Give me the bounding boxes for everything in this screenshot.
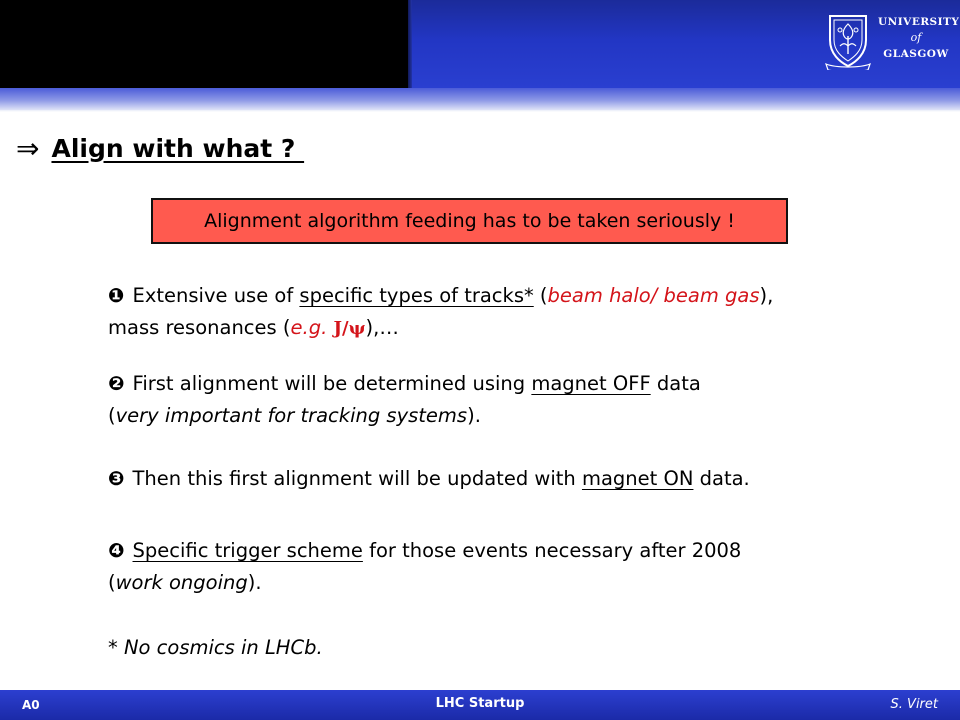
slide-title-text: Align with what ?: [51, 133, 305, 163]
item-2-text-b: data: [650, 372, 701, 395]
footer-author: S. Viret: [890, 697, 938, 712]
bullet-item-4-line-2: [108, 567, 741, 599]
bullet-item-3-line-1: [108, 463, 750, 495]
implies-arrow-icon: ⇒: [16, 131, 40, 165]
slide-title: [16, 128, 304, 168]
footer-slide-id: A0: [22, 698, 40, 712]
university-logo: [822, 10, 960, 74]
item-1-eg-text: e.g.: [290, 316, 334, 339]
item-1-text-b: (: [533, 284, 548, 307]
item-1-text-c: ),: [759, 284, 774, 307]
bullet-item-1: [108, 280, 773, 345]
item-1-text-e: ),…: [365, 316, 399, 339]
item-4-underlined: Specific trigger scheme: [132, 539, 363, 562]
header-panel-edge: [408, 0, 412, 88]
bullet-item-2: [108, 368, 701, 432]
item-1-text-d: mass resonances (: [108, 316, 291, 339]
item-2-text-d: ).: [467, 404, 481, 427]
header-gradient-band: [0, 88, 960, 110]
item-1-underlined: specific types of tracks*: [299, 284, 534, 307]
item-2-underlined: magnet OFF: [531, 372, 651, 395]
item-1-jpsi-text: J/ψ: [333, 318, 366, 339]
item-1-red-text: beam halo/ beam gas: [547, 284, 760, 307]
bullet-item-1-line-2: [108, 312, 773, 345]
item-2-text-c: (: [108, 404, 116, 427]
item-4-text-b: (: [108, 571, 116, 594]
header-black-panel: [0, 0, 408, 88]
item-3-text-b: data.: [693, 467, 750, 490]
university-wordmark: [878, 14, 960, 62]
callout-box: [151, 198, 788, 244]
bullet-item-1-line-1: [108, 280, 773, 312]
university-crest-icon: [824, 10, 872, 70]
logo-line-university: UNIVERSITY: [878, 16, 960, 28]
item-1-text-a: Extensive use of: [132, 284, 300, 307]
item-2-text-a: First alignment will be determined using: [132, 372, 532, 395]
item-4-text-a: for those events necessary after 2008: [362, 539, 742, 562]
bullet-number-1-icon: ❶: [108, 284, 125, 307]
bullet-item-2-line-2: [108, 400, 701, 432]
footnote: * No cosmics in LHCb.: [108, 636, 323, 659]
slide-footer: [0, 690, 960, 720]
callout-text: Alignment algorithm feeding has to be taken seriously !: [204, 210, 735, 232]
footer-talk-title: LHC Startup: [435, 696, 525, 711]
bullet-number-4-icon: ❹: [108, 539, 125, 562]
bullet-item-3: [108, 463, 750, 495]
bullet-item-2-line-1: [108, 368, 701, 400]
bullet-item-4-line-1: [108, 535, 741, 567]
logo-line-glasgow: GLASGOW: [883, 48, 949, 60]
item-3-underlined: magnet ON: [581, 467, 694, 490]
item-3-text-a: Then this first alignment will be updated with: [132, 467, 582, 490]
bullet-number-3-icon: ❸: [108, 467, 125, 490]
bullet-number-2-icon: ❷: [108, 372, 125, 395]
slide-header: [0, 0, 960, 112]
item-4-text-c: ).: [247, 571, 262, 594]
item-2-italic: very important for tracking systems: [115, 404, 468, 427]
bullet-item-4: [108, 535, 741, 599]
logo-line-of: of: [910, 31, 922, 44]
item-4-italic: work ongoing: [115, 571, 248, 594]
